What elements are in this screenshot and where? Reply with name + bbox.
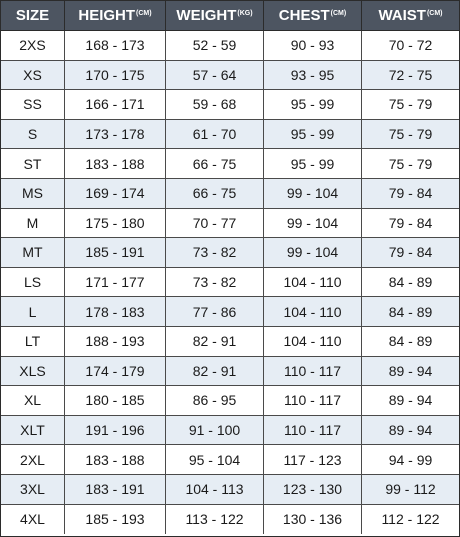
cell-size: 3XL bbox=[1, 475, 65, 505]
cell-height: 171 - 177 bbox=[65, 268, 166, 298]
cell-chest: 99 - 104 bbox=[264, 179, 362, 209]
header-weight-unit: (KG) bbox=[237, 10, 253, 17]
cell-height: 173 - 178 bbox=[65, 120, 166, 150]
header-size-label: SIZE bbox=[15, 7, 50, 24]
cell-weight: 66 - 75 bbox=[166, 149, 264, 179]
cell-height: 169 - 174 bbox=[65, 179, 166, 209]
cell-chest: 110 - 117 bbox=[264, 386, 362, 416]
cell-size: L bbox=[1, 297, 65, 327]
cell-weight: 61 - 70 bbox=[166, 120, 264, 150]
cell-height: 178 - 183 bbox=[65, 297, 166, 327]
cell-waist: 89 - 94 bbox=[362, 416, 459, 446]
cell-height: 185 - 193 bbox=[65, 505, 166, 535]
cell-size: MS bbox=[1, 179, 65, 209]
cell-waist: 112 - 122 bbox=[381, 511, 440, 528]
header-height bbox=[65, 1, 166, 31]
cell-weight: 82 - 91 bbox=[166, 357, 264, 387]
header-size bbox=[1, 1, 65, 31]
cell-size: 2XS bbox=[1, 31, 65, 61]
cell-size: 2XL bbox=[1, 445, 65, 475]
cell-height: 183 - 188 bbox=[65, 445, 166, 475]
cell-height: 185 - 191 bbox=[65, 238, 166, 268]
cell-weight: 66 - 75 bbox=[166, 179, 264, 209]
header-waist-label: WAIST bbox=[378, 7, 426, 24]
cell-waist: 89 - 94 bbox=[362, 357, 459, 387]
cell-weight: 73 - 82 bbox=[166, 238, 264, 268]
header-waist bbox=[362, 1, 459, 31]
cell-waist: 84 - 89 bbox=[362, 327, 459, 357]
cell-chest: 117 - 123 bbox=[264, 445, 362, 475]
cell-waist: 79 - 84 bbox=[362, 179, 459, 209]
cell-weight: 91 - 100 bbox=[166, 416, 264, 446]
header-height-label: HEIGHT bbox=[78, 7, 136, 24]
cell-chest: 104 - 110 bbox=[264, 327, 362, 357]
cell-waist: 84 - 89 bbox=[362, 268, 459, 298]
cell-waist: 79 - 84 bbox=[362, 238, 459, 268]
header-height-unit: (CM) bbox=[136, 10, 152, 17]
cell-weight: 57 - 64 bbox=[166, 61, 264, 91]
cell-weight: 77 - 86 bbox=[166, 297, 264, 327]
cell-size: LS bbox=[1, 268, 65, 298]
cell-weight: 73 - 82 bbox=[166, 268, 264, 298]
cell-size: XLS bbox=[1, 357, 65, 387]
cell-chest: 95 - 99 bbox=[264, 90, 362, 120]
cell-waist: 94 - 99 bbox=[362, 445, 459, 475]
cell-size: MT bbox=[1, 238, 65, 268]
cell-size: S bbox=[1, 120, 65, 150]
cell-weight: 82 - 91 bbox=[166, 327, 264, 357]
cell-weight: 59 - 68 bbox=[166, 90, 264, 120]
cell-chest: 104 - 110 bbox=[264, 268, 362, 298]
cell-chest: 95 - 99 bbox=[264, 120, 362, 150]
cell-size: 4XL bbox=[1, 505, 65, 535]
cell-height: 180 - 185 bbox=[65, 386, 166, 416]
cell-height: 175 - 180 bbox=[65, 209, 166, 239]
cell-waist: 72 - 75 bbox=[362, 61, 459, 91]
header-chest-label: CHEST bbox=[278, 7, 330, 24]
cell-waist: 99 - 112 bbox=[362, 475, 459, 505]
cell-size: XL bbox=[1, 386, 65, 416]
cell-waist: 75 - 79 bbox=[362, 149, 459, 179]
cell-waist: 89 - 94 bbox=[362, 386, 459, 416]
cell-height: 188 - 193 bbox=[65, 327, 166, 357]
cell-waist: 84 - 89 bbox=[362, 297, 459, 327]
cell-chest: 99 - 104 bbox=[264, 238, 362, 268]
cell-size: LT bbox=[1, 327, 65, 357]
cell-weight: 104 - 113 bbox=[166, 475, 264, 505]
cell-size: XLT bbox=[1, 416, 65, 446]
size-chart-grid bbox=[1, 1, 459, 534]
header-chest-unit: (CM) bbox=[330, 10, 347, 17]
cell-weight: 52 - 59 bbox=[166, 31, 264, 61]
cell-chest: 110 - 117 bbox=[264, 357, 362, 387]
cell-chest: 93 - 95 bbox=[264, 61, 362, 91]
cell-chest: 104 - 110 bbox=[264, 297, 362, 327]
cell-size: XS bbox=[1, 61, 65, 91]
cell-waist: 79 - 84 bbox=[362, 209, 459, 239]
cell-chest: 99 - 104 bbox=[264, 209, 362, 239]
cell-height: 191 - 196 bbox=[65, 416, 166, 446]
cell-weight: 70 - 77 bbox=[166, 209, 264, 239]
cell-height: 168 - 173 bbox=[65, 31, 166, 61]
cell-size: M bbox=[1, 209, 65, 239]
cell-chest: 130 - 136 bbox=[264, 505, 362, 535]
cell-weight: 86 - 95 bbox=[166, 386, 264, 416]
cell-waist: 75 - 79 bbox=[362, 120, 459, 150]
cell-height: 170 - 175 bbox=[65, 61, 166, 91]
header-weight bbox=[166, 1, 264, 31]
cell-chest: 110 - 117 bbox=[264, 416, 362, 446]
cell-height: 166 - 171 bbox=[65, 90, 166, 120]
cell-weight: 95 - 104 bbox=[166, 445, 264, 475]
header-chest bbox=[264, 1, 362, 31]
cell-height: 183 - 188 bbox=[65, 149, 166, 179]
cell-size: SS bbox=[1, 90, 65, 120]
cell-height: 174 - 179 bbox=[65, 357, 166, 387]
cell-chest: 95 - 99 bbox=[264, 149, 362, 179]
cell-waist: 75 - 79 bbox=[362, 90, 459, 120]
cell-size: ST bbox=[1, 149, 65, 179]
cell-chest: 123 - 130 bbox=[264, 475, 362, 505]
header-waist-unit: (CM) bbox=[426, 10, 443, 17]
cell-height: 183 - 191 bbox=[65, 475, 166, 505]
cell-waist: 70 - 72 bbox=[362, 31, 459, 61]
header-weight-label: WEIGHT bbox=[176, 7, 237, 24]
cell-weight: 113 - 122 bbox=[166, 505, 264, 535]
cell-chest: 90 - 93 bbox=[264, 31, 362, 61]
